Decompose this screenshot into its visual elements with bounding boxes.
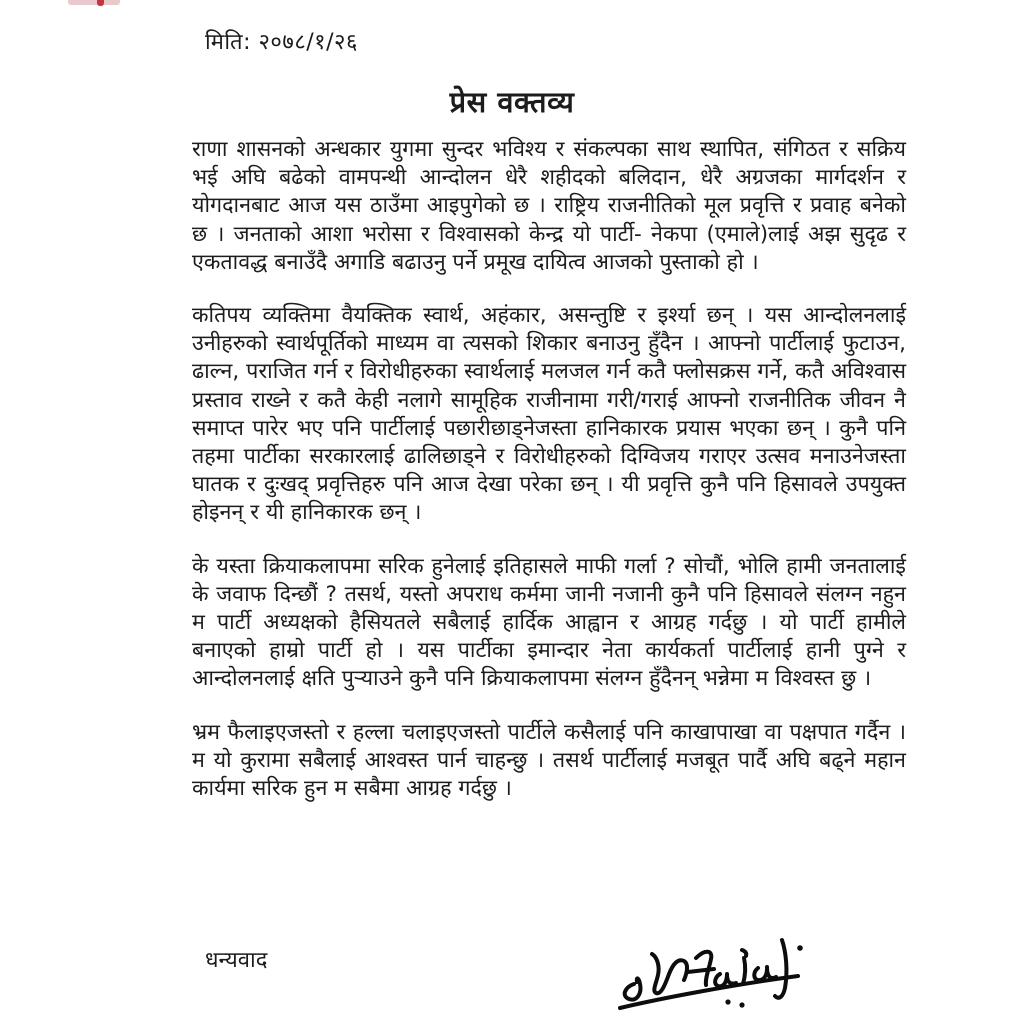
paragraph-1: राणा शासनको अन्धकार युगमा सुन्दर भविश्य र संकल्पका साथ स्थापित, संगिठत र सक्रिय भई अघि बढेको वामपन्थी आन्दोलन धेरै शहीदको बलिदान, धेरै अग्रजका मार्गदर्शन र योगदानबाट आज यस ठाउँमा आइपुगेको छ । राष्ट्रिय राजनीतिको मूल प्रवृत्ति र प्रवाह बनेको छ । जनताको आशा भरोसा र विश्वासको केन्द्र यो पार्टी- नेकपा (एमाले)लाई अझ सुदृढ र एकतावद्ध बनाउँदै अगाडि बढाउनु पर्ने प्रमूख दायित्व आजको पुस्ताको हो । (192, 137, 906, 275)
signature-icon (612, 928, 812, 1018)
date-line: मिति: २०७८/१/२६ (205, 30, 358, 55)
signature-scrawl (612, 928, 812, 1018)
closing-thanks: धन्यवाद (205, 948, 268, 973)
letterhead-logo-remnant (68, 0, 120, 5)
document-body (192, 136, 906, 828)
paragraph-2: कतिपय व्यक्तिमा वैयक्तिक स्वार्थ, अहंकार, असन्तुष्टि र इर्श्या छन् । यस आन्दोलनलाई उनीहरुको स्वार्थपूर्तिको माध्यम वा त्यसको शिकार बनाउनु हुँदैन । आफ्नो पार्टीलाई फुटाउन, ढाल्न, पराजित गर्न र विरोधीहरुका स्वार्थलाई मलजल गर्न कतै फ्लोसक्रस गर्ने, कतै अविश्वास प्रस्ताव राख्ने र कतै केही नलागे सामूहिक राजीनामा गरी/गराई आफ्नो राजनीतिक जीवन नै समाप्त पारेर भए पनि पार्टीलाई पछारीछाड्नेजस्ता हानिकारक प्रयास भएका छन् । कुनै पनि तहमा पार्टीका सरकारलाई ढालिछाड्ने र विरोधीहरुको दिग्विजय गराएर उत्सव मनाउनेजस्ता घातक र दुःखद् प्रवृत्तिहरु पनि आज देखा परेका छन् । यी प्रवृत्ति कुनै पनि हिसावले उपयुक्त होइनन् र यी हानिकारक छन् । (192, 303, 906, 526)
letterhead-logo-dot (97, 0, 104, 6)
paragraph-4: भ्रम फैलाइएजस्तो र हल्ला चलाइएजस्तो पार्टीले कसैलाई पनि काखापाखा वा पक्षपात गर्दैन । म यो कुरामा सबैलाई आश्वस्त पार्न चाहन्छु । तसर्थ पार्टीलाई मजबूत पार्दै अघि बढ्ने महान कार्यमा सरिक हुन म सबैमा आग्रह गर्दछु । (192, 719, 906, 802)
page-title: प्रेस वक्तव्य (449, 85, 575, 119)
paragraph-3: के यस्ता क्रियाकलापमा सरिक हुनेलाई इतिहासले माफी गर्ला ? सोचौं, भोलि हामी जनतालाई के जवाफ दिन्छौं ? तसर्थ, यस्तो अपराध कर्ममा जानी नजानी कुनै पनि हिसावले संलग्न नहुन म पार्टी अध्यक्षको हैसियतले सबैलाई हार्दिक आह्वान र आग्रह गर्दछु । यो पार्टी हामीले बनाएको हाम्रो पार्टी हो । यस पार्टीका इमान्दार नेता कार्यकर्ता पार्टीलाई हानी पुग्ने र आन्दोलनलाई क्षति पुऱ्याउने कुनै पनि क्रियाकलापमा संलग्न हुँदैनन् भन्नेमा म विश्वस्त छु । (192, 553, 906, 692)
